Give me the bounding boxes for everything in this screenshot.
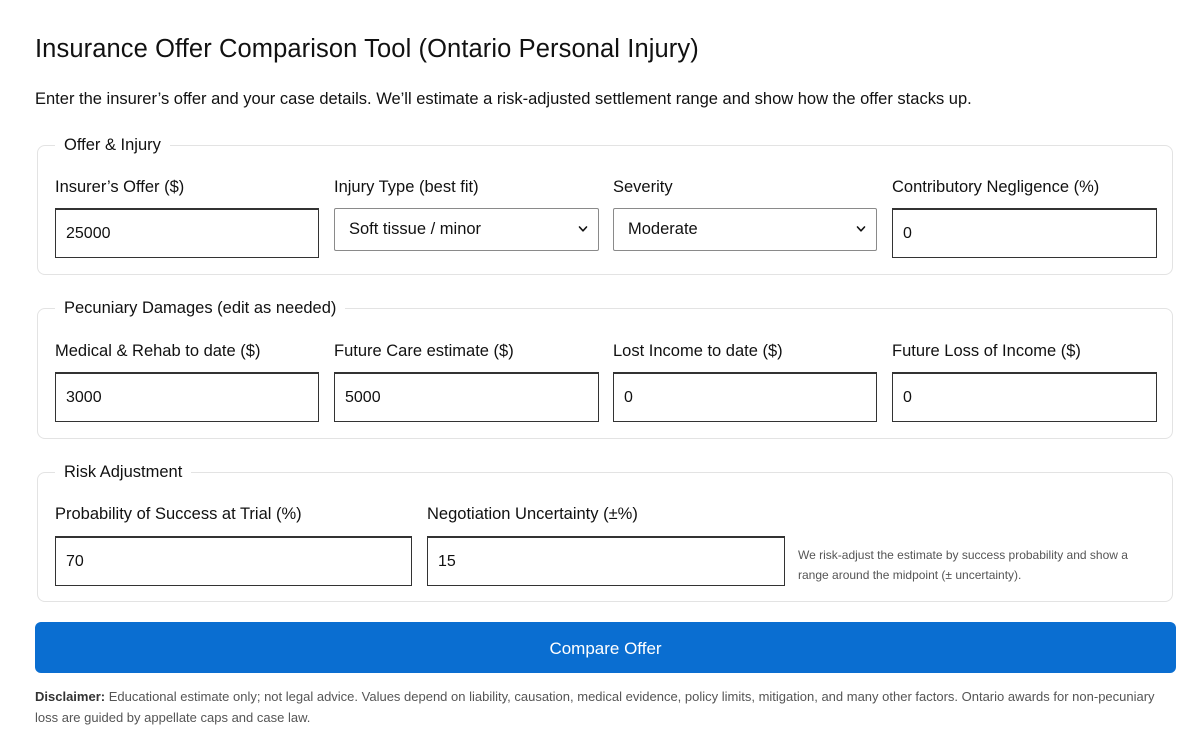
success-probability-label: Probability of Success at Trial (%): [55, 505, 302, 523]
chevron-down-icon: [578, 224, 588, 234]
offer-input[interactable]: [55, 208, 319, 258]
injury-type-select[interactable]: [334, 208, 599, 251]
disclaimer: [35, 686, 1175, 728]
severity-select[interactable]: [613, 208, 877, 251]
risk-hint: We risk-adjust the estimate by success probability and show a range around the midpoint (± uncertainty).: [798, 548, 1128, 582]
future-income-label: Future Loss of Income ($): [892, 342, 1081, 360]
success-probability-input[interactable]: [55, 536, 412, 586]
future-income-input[interactable]: [892, 372, 1157, 422]
compare-offer-button[interactable]: Compare Offer: [35, 622, 1176, 673]
disclaimer-text: Educational estimate only; not legal advice. Values depend on liability, causation, medical evidence, policy limits, mitigation, and many other factors. Ontario awards for non-pecuniary loss are guided by appellate caps and case law.: [35, 689, 1155, 725]
future-care-input[interactable]: [334, 372, 599, 422]
risk-adjustment-section: [37, 463, 1173, 602]
offer-injury-legend: Offer & Injury: [55, 134, 170, 156]
lost-income-input[interactable]: [613, 372, 877, 422]
severity-label: Severity: [613, 178, 673, 196]
pecuniary-damages-section: [37, 299, 1173, 439]
uncertainty-input[interactable]: [427, 536, 785, 586]
injury-type-label: Injury Type (best fit): [334, 178, 479, 196]
lost-income-label: Lost Income to date ($): [613, 342, 783, 360]
negligence-input[interactable]: [892, 208, 1157, 258]
page-title: Insurance Offer Comparison Tool (Ontario Personal Injury): [35, 35, 699, 63]
medical-rehab-input[interactable]: [55, 372, 319, 422]
negligence-label: Contributory Negligence (%): [892, 178, 1100, 196]
medical-rehab-label: Medical & Rehab to date ($): [55, 342, 261, 360]
intro-text: Enter the insurer’s offer and your case details. We’ll estimate a risk-adjusted settlement range and show how the offer stacks up.: [35, 90, 972, 108]
injury-type-selected: Soft tissue / minor: [349, 220, 482, 238]
pecuniary-legend: Pecuniary Damages (edit as needed): [55, 297, 345, 319]
uncertainty-label: Negotiation Uncertainty (±%): [427, 505, 638, 523]
future-care-label: Future Care estimate ($): [334, 342, 514, 360]
risk-legend: Risk Adjustment: [55, 461, 191, 483]
disclaimer-label: Disclaimer:: [35, 689, 106, 704]
offer-injury-section: [37, 136, 1173, 275]
chevron-down-icon: [856, 224, 866, 234]
offer-label: Insurer’s Offer ($): [55, 178, 185, 196]
severity-selected: Moderate: [628, 220, 698, 238]
